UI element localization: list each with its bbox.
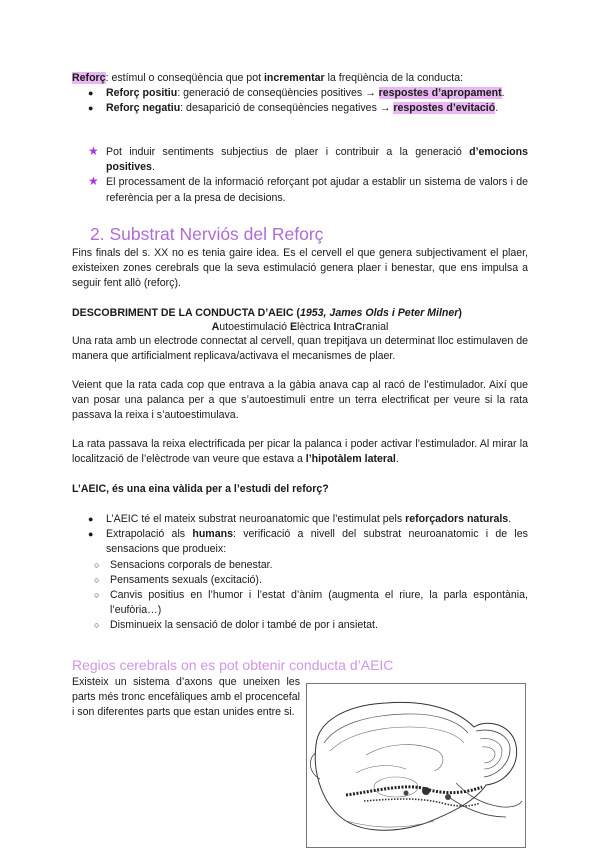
section-3-text: Existeix un sistema d’axons que uneixen les parts més tronc encefàliques amb el procencefal i son diferentes parts que estan unides entre si. <box>72 676 300 719</box>
star-icon: ★ <box>88 144 99 158</box>
brain-diagram-figure <box>306 683 526 848</box>
paragraph-1: Una rata amb un electrode connectat al cervell, quan trepitjava un determinat lloc estimulaven de manera que artificialment replicava/activava el mecanismes de plaer. <box>72 335 528 363</box>
list-item: ★ Pot induir sentiments subjectius de plaer i contribuir a la generació d’emocions positives. <box>88 144 528 174</box>
paragraph-3: La rata passava la reixa electrificada per picar la palanca i poder activar l’estimulador. Al mirar la localització de l’elèctrode van veure que estava a l’hipotàlem lateral. <box>72 438 528 466</box>
rat-brain-sagittal-illustration <box>306 683 526 848</box>
bullet-icon: ● <box>88 88 94 98</box>
bullet-icon: ● <box>88 514 94 524</box>
list-item: ● L’AEIC té el mateix substrat neuroanatomic que l’estimulat pels reforçadors naturals. <box>72 512 528 527</box>
section-2-title: 2. Substrat Nerviós del Reforç <box>90 224 324 244</box>
circle-bullet-icon: ○ <box>94 590 100 601</box>
star-list <box>72 145 528 206</box>
section-2-intro: Fins finals del s. XX no es tenia gaire idea. Es el cervell el que genera subjectivament el plaer, existeixen zones cerebrals que la seva estimulació genera plaer i benestar, que ens impulsa a seguir fent allò (reforç). <box>72 247 528 290</box>
aeic-list <box>72 512 528 634</box>
reforc-definition: Reforç: estímul o conseqüència que pot incrementar la freqüència de la conducta: <box>72 72 464 84</box>
paragraph-2: Veient que la rata cada cop que entrava a la gàbia anava cap al racó de l’estimulador. Així que van posar una palanca per a que s’autoestimuli entre un terra electrificat per veure si la rata passava la reixa i s’autoestimulava. <box>72 379 528 422</box>
section-3-title: Regios cerebrals on es pot obtenir conducta d’AEIC <box>72 657 394 673</box>
aeic-acronym: Autoestimulació Elèctrica IntraCranial <box>211 321 389 333</box>
discovery-heading: DESCOBRIMENT DE LA CONDUCTA D’AEIC (1953, James Olds i Peter Milner) <box>72 307 462 319</box>
star-icon: ★ <box>88 174 99 189</box>
circle-bullet-icon: ○ <box>94 574 100 585</box>
list-item: ● Extrapolació als humans: verificació a nivell del substrat neuroanatomic i de les sensacions que produeix: <box>88 528 528 556</box>
list-item: ● Reforç positiu: generació de conseqüències positives → respostes d’apropament. <box>72 86 528 101</box>
reforc-term: Reforç <box>72 72 106 84</box>
circle-bullet-icon: ○ <box>94 559 100 570</box>
bullet-icon: ● <box>88 103 94 114</box>
list-item: ★ El processament de la informació reforçant pot ajudar a establir un sistema de valors i de referència per a la presa de decisions. <box>88 174 528 204</box>
aeic-question: L’AEIC, és una eina vàlida per a l’estudi del reforç? <box>72 483 329 495</box>
sub-list-item: ○ Pensaments sexuals (excitació). <box>38 573 528 588</box>
sub-list-item: ○ Canvis positius en l’humor i l’estat d’ànim (augmenta el riure, la parla espontània, l’eufòria…) <box>94 589 528 617</box>
bullet-icon: ● <box>88 529 94 540</box>
list-item: ● Reforç negatiu: desaparició de conseqüències negatives → respostes d’evitació. <box>72 101 528 116</box>
circle-bullet-icon: ○ <box>94 620 100 631</box>
reforc-list <box>72 86 528 116</box>
sub-list-item: ○ Sensacions corporals de benestar. <box>38 558 528 573</box>
sub-list-item: ○ Disminueix la sensació de dolor i també de por i ansietat. <box>38 618 528 633</box>
